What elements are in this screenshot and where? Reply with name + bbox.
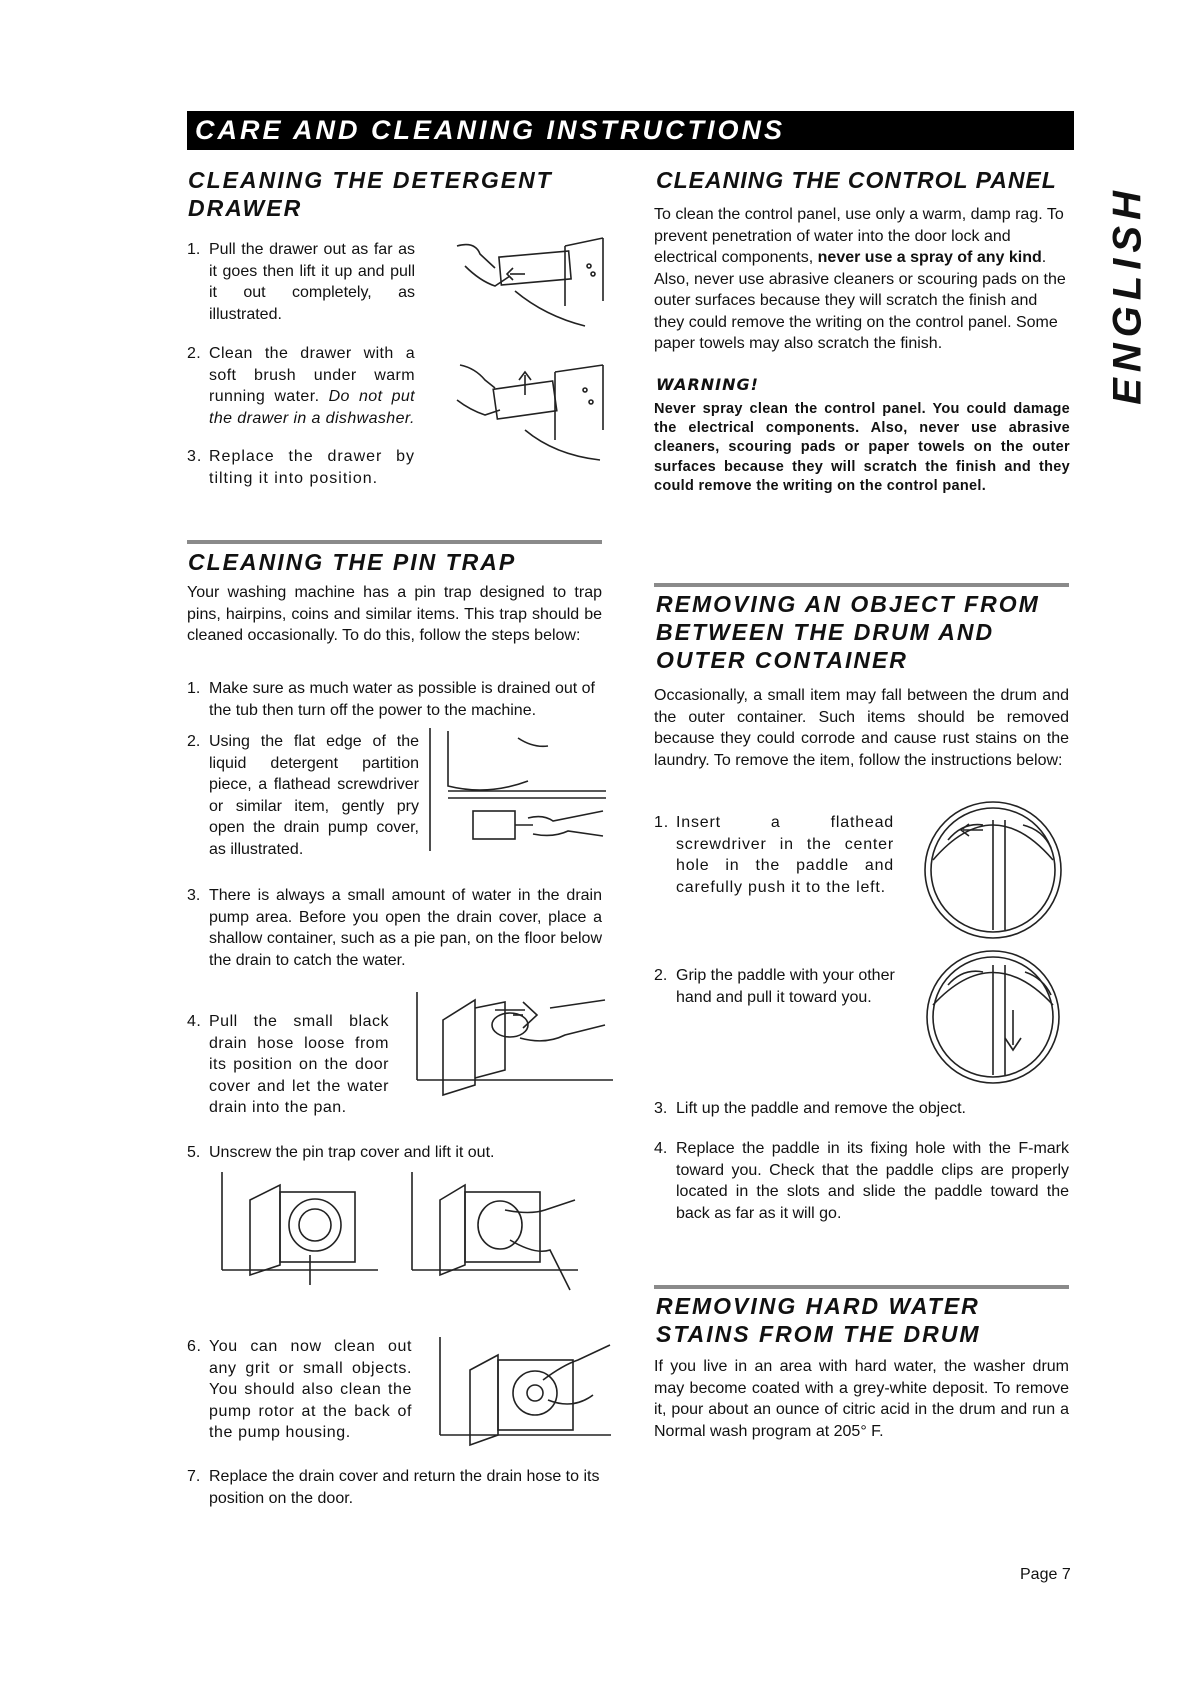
drain-hose-illustration <box>415 990 615 1100</box>
list-item: 7. Replace the drain cover and return the drain hose to its position on the door. <box>187 1468 600 1507</box>
language-tab-label: ENGLISH <box>1105 185 1150 405</box>
section-title-removing-object: REMOVING AN OBJECT FROM BETWEEN THE DRUM AND OUTER CONTAINER <box>656 591 1040 673</box>
page-banner: CARE AND CLEANING INSTRUCTIONS <box>187 111 1074 150</box>
list-item: 3. There is always a small amount of water in the drain pump area. Before you open the drain cover, place a shallow container, such as a pie pan, on the floor below the drain to catch the water. <box>187 887 602 969</box>
list-item: 4. Replace the paddle in its fixing hole with the F-mark toward you. Check that the paddle clips are properly located in the slots and slide the paddle toward the back as far as it will go. <box>654 1140 1069 1222</box>
section-title-hard-water: REMOVING HARD WATER STAINS FROM THE DRUM <box>656 1293 981 1347</box>
list-item: 4. Pull the small black drain hose loose from its position on the door cover and let the water drain into the pan. <box>187 1013 389 1116</box>
pin-trap-cover-illustration <box>220 1170 380 1290</box>
section-title-detergent-drawer: CLEANING THE DETERGENT DRAWER <box>188 167 553 221</box>
removing-object-intro: Occasionally, a small item may fall between the drum and the outer container. Such items should be removed because they could corrode and cause rust stains on the laundry. To remove the item, follow the instructions below: <box>654 687 1069 769</box>
pump-rotor-illustration <box>438 1335 613 1455</box>
section-rule <box>654 583 1069 587</box>
drum-paddle-push-illustration <box>913 800 1073 940</box>
page-number: Page 7 <box>1020 1566 1071 1583</box>
list-item: 1. Make sure as much water as possible is drained out of the tub then turn off the power to the machine. <box>187 680 595 719</box>
drawer-pull-illustration <box>455 236 605 331</box>
language-tab <box>1103 185 1153 405</box>
warning-text: Never spray clean the control panel. You could damage the electrical components. Also, never use abrasive cleaners, scouring pads or paper towels on the outer surfaces because they will scratch the finish and they could remove the writing on the control panel. <box>654 401 1070 494</box>
drum-paddle-pull-illustration <box>913 950 1073 1085</box>
list-item: 2. Using the flat edge of the liquid detergent partition piece, a flathead screwdriver or similar item, gently pry open the drain pump cover, as illustrated. <box>187 733 419 858</box>
section-rule <box>187 540 602 544</box>
drain-cover-pry-illustration <box>428 726 608 856</box>
pin-trap-intro: Your washing machine has a pin trap designed to trap pins, hairpins, coins and similar items. This trap should be cleaned occasionally. To do this, follow the steps below: <box>187 584 602 644</box>
section-title-control-panel: CLEANING THE CONTROL PANEL <box>656 167 1057 193</box>
list-item: 2. Grip the paddle with your other hand and pull it toward you. <box>654 967 895 1006</box>
list-item: 5. Unscrew the pin trap cover and lift it out. <box>187 1144 495 1161</box>
list-item: 1. Insert a flathead screwdriver in the center hole in the paddle and carefully push it to the left. <box>654 814 894 896</box>
drawer-lift-illustration <box>455 360 605 465</box>
list-item: 1. Pull the drawer out as far as it goes then lift it up and pull it out completely, as illustrated. <box>187 241 415 323</box>
control-panel-text: To clean the control panel, use only a warm, damp rag. To prevent penetration of water into the door lock and electrical components, never use a spray of any kind. Also, never use abrasive cleaners or scouring pads on the outer surfaces because they will scratch the finish and they could remove the writing on the control panel. Some paper towels may also scratch the finish. <box>654 206 1066 352</box>
section-title-pin-trap: CLEANING THE PIN TRAP <box>188 549 517 575</box>
section-rule <box>654 1285 1069 1289</box>
list-item: 2. Clean the drawer with a soft brush under warm running water. Do not put the drawer in a dishwasher. <box>187 345 416 427</box>
list-item: 3. Lift up the paddle and remove the object. <box>654 1100 966 1117</box>
hard-water-text: If you live in an area with hard water, the washer drum may become coated with a grey-white deposit. To remove it, pour about an ounce of citric acid in the drum and run a Normal wash program at 205° F. <box>654 1358 1069 1440</box>
pin-trap-unscrew-illustration <box>410 1170 580 1295</box>
warning-title: WARNING! <box>656 375 759 394</box>
list-item: 3. Replace the drawer by tilting it into position. <box>187 448 415 487</box>
list-item: 6. You can now clean out any grit or small objects. You should also clean the pump rotor at the back of the pump housing. <box>187 1338 412 1441</box>
